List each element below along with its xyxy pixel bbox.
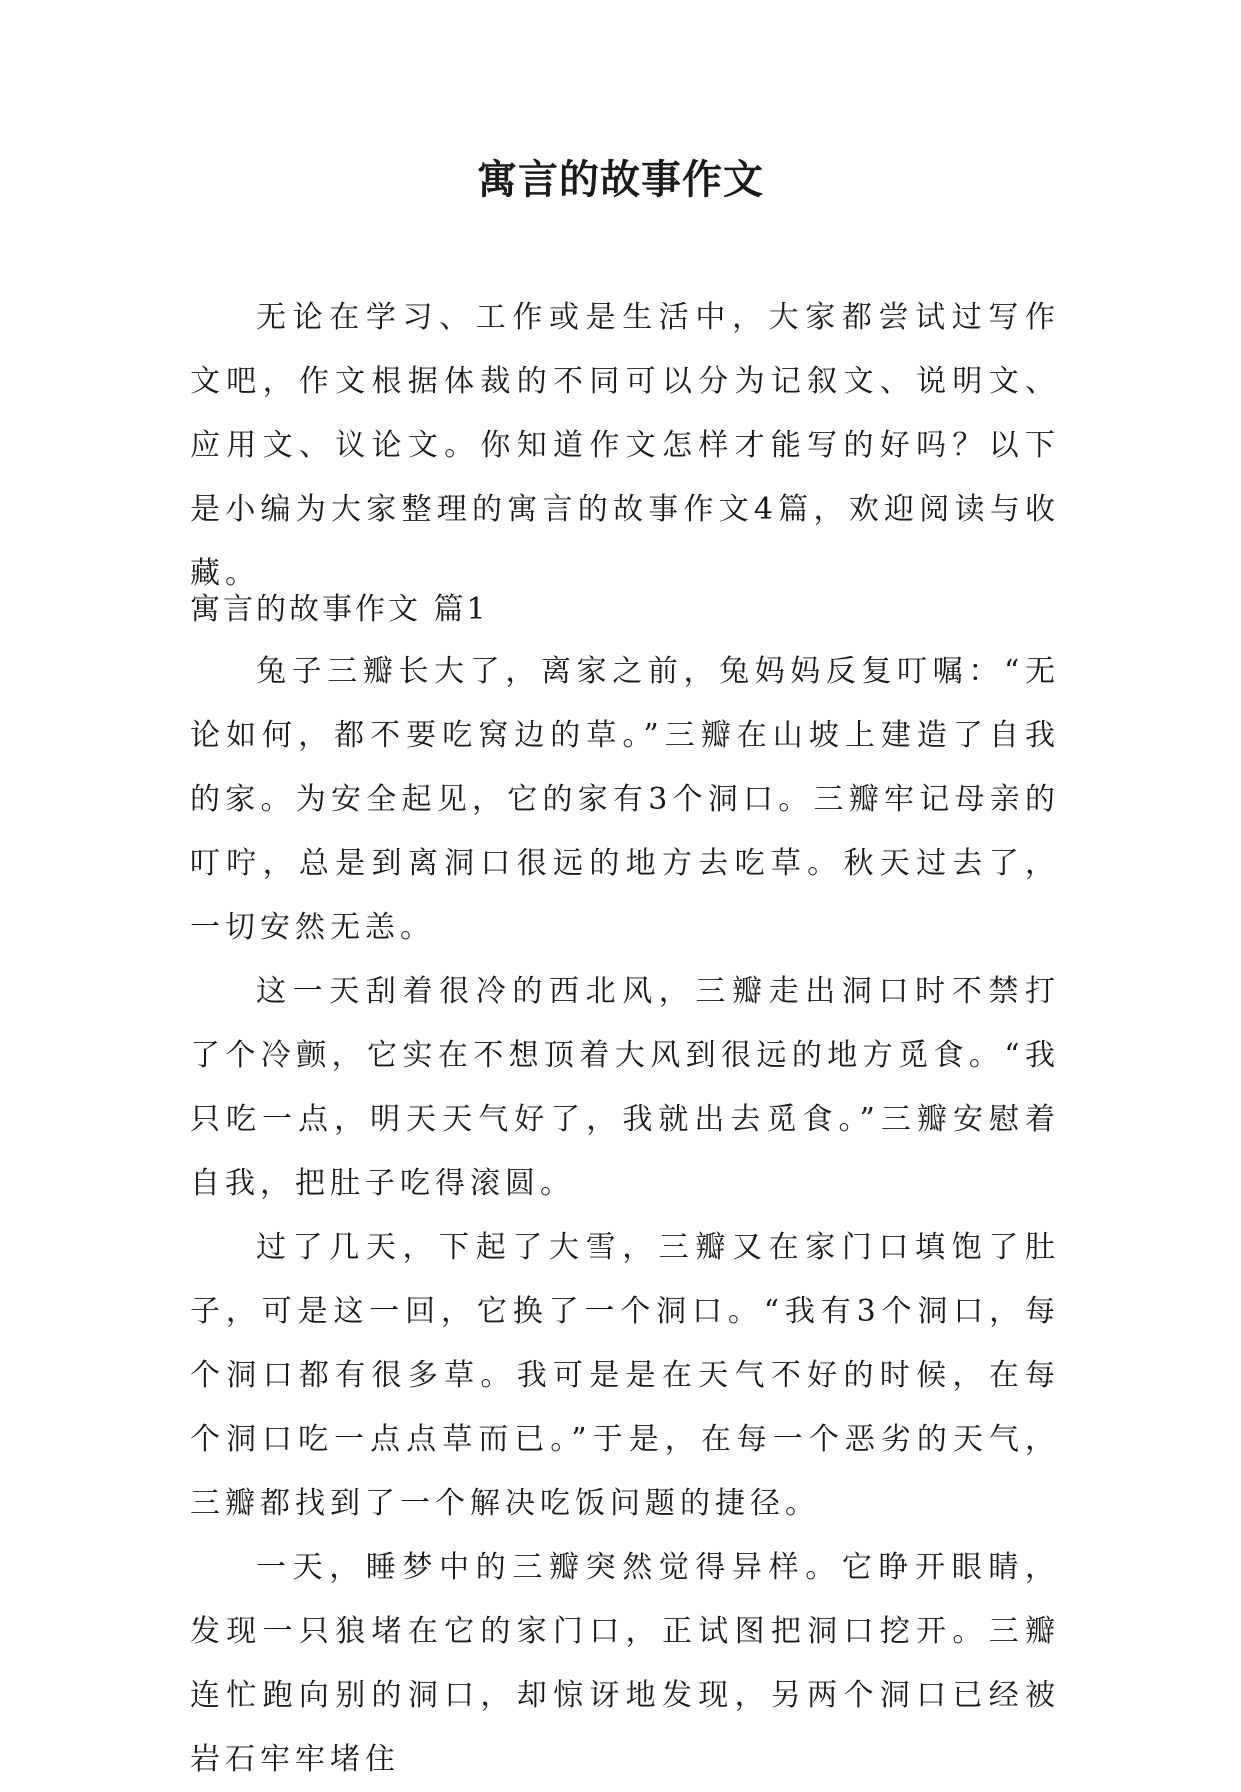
story-paragraph: 兔子三瓣长大了，离家之前，兔妈妈反复叮嘱：“无论如何，都不要吃窝边的草。”三瓣在山坡上建造了自我的家。为安全起见，它的家有3个洞口。三瓣牢记母亲的叮咛，总是到离洞口很远的地方去吃草。秋天过去了，一切安然无恙。 <box>190 654 1060 945</box>
intro-paragraph: 无论在学习、工作或是生活中，大家都尝试过写作文吧，作文根据体裁的不同可以分为记叙文、说明文、应用文、议论文。你知道作文怎样才能写的好吗？以下是小编为大家整理的寓言的故事作文4篇，欢迎阅读与收藏。 <box>190 300 1060 591</box>
story-paragraph: 这一天刮着很冷的西北风，三瓣走出洞口时不禁打了个冷颤，它实在不想顶着大风到很远的地方觅食。“我只吃一点，明天天气好了，我就出去觅食。”三瓣安慰着自我，把肚子吃得滚圆。 <box>190 974 1060 1201</box>
page-title: 寓言的故事作文 <box>477 156 764 203</box>
section-heading: 寓言的故事作文 篇1 <box>190 592 489 627</box>
story-paragraph: 过了几天，下起了大雪，三瓣又在家门口填饱了肚子，可是这一回，它换了一个洞口。“我有3个洞口，每个洞口都有很多草。我可是是在天气不好的时候，在每个洞口吃一点点草而已。”于是，在每一个恶劣的天气，三瓣都找到了一个解决吃饭问题的捷径。 <box>190 1230 1060 1521</box>
story-body <box>190 640 1060 1792</box>
story-paragraph: 一天，睡梦中的三瓣突然觉得异样。它睁开眼睛，发现一只狼堵在它的家门口，正试图把洞口挖开。三瓣连忙跑向别的洞口，却惊讶地发现，另两个洞口已经被岩石牢牢堵住 <box>190 1550 1060 1777</box>
